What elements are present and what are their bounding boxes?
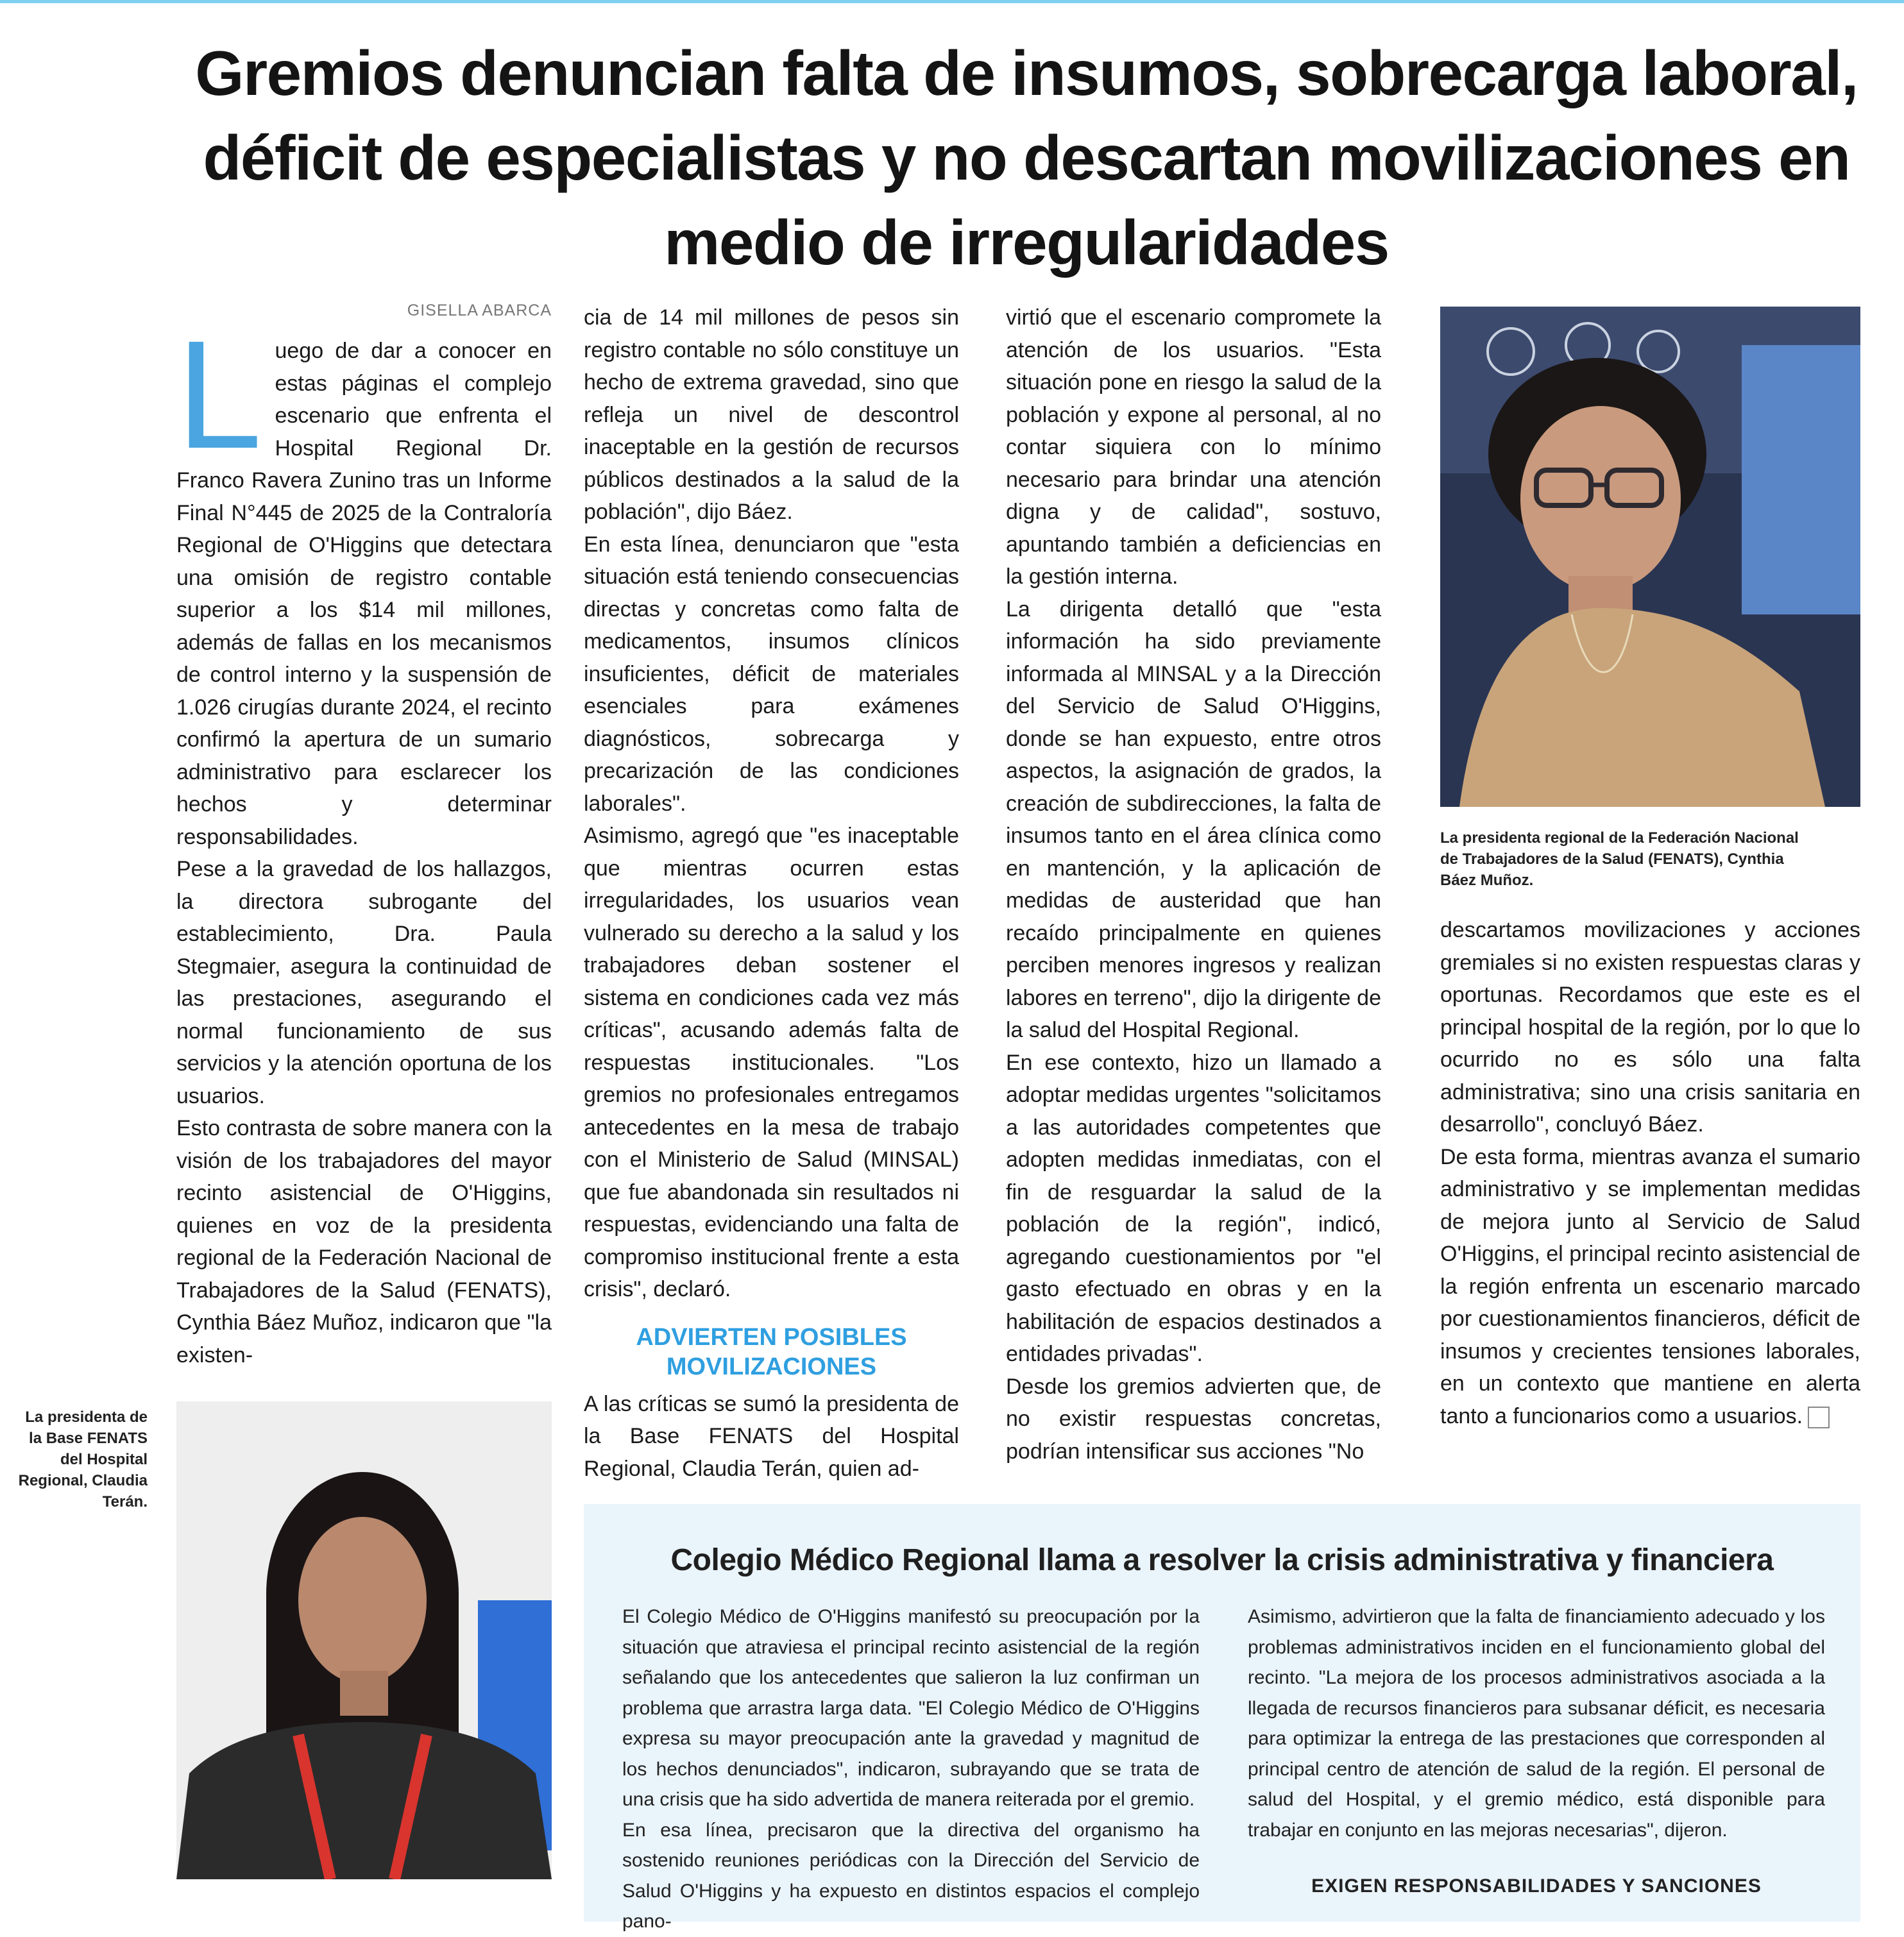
paragraph: descartamos movilizaciones y acciones gremiales si no existen respuestas claras y oportunas. Recordamos que este es el principal hospital de la región, por lo que lo ocurrido no es sólo una falta administrativa; sino una crisis sanitaria en desarrollo", concluyó Báez. (1440, 918, 1860, 1137)
paragraph: cia de 14 mil millones de pesos sin registro contable no sólo constituye un hecho de extrema gravedad, sino que refleja un nivel de descontrol inaceptable en la gestión de recursos públicos destinados a la salud de la población", dijo Báez. (584, 305, 959, 524)
sidebar-column-2 (1248, 1602, 1825, 1902)
paragraph: A las críticas se sumó la presidenta de la Base FENATS del Hospital Regional, Claudia Terán, quien ad- (584, 1391, 959, 1481)
drop-cap: L (176, 309, 262, 480)
paragraph: Desde los gremios advierten que, de no existir respuestas concretas, podrían intensificar sus acciones "No (1006, 1374, 1381, 1464)
article-column-4 (1440, 914, 1860, 1432)
paragraph: En ese contexto, hizo un llamado a adoptar medidas urgentes "solicitamos a las autoridades competentes que adopten medidas inmediatas, con el fin de resguardar la salud de la población de la región", indicó, agregando cuestionamientos por "el gasto efectuado en obras y en la habilitación de espacios destinados a entidades privadas". (1006, 1050, 1381, 1366)
paragraph: En esa línea, precisaron que la directiva del organismo ha sostenido reuniones periódicas con la Dirección del Servicio de Salud O'Higgins y ha expuesto en distintos espacios el complejo pano- (622, 1819, 1200, 1932)
top-rule (0, 0, 1904, 3)
photo-cynthia-baez (1440, 307, 1860, 807)
photo-claudia-teran (176, 1401, 552, 1879)
article-column-3 (1006, 301, 1381, 1468)
sidebar-box (584, 1504, 1860, 1932)
photo-caption: La presidenta de la Base FENATS del Hospital Regional, Claudia Terán. (18, 1408, 148, 1510)
paragraph: Pese a la gravedad de los hallazgos, la directora subrogante del establecimiento, Dra. Paula Stegmaier, asegura la continuidad de las prestaciones, asegurando el normal funcionamiento de sus servicios y la atención oportuna de los usuarios. (176, 857, 552, 1108)
sidebar-subhead: EXIGEN RESPONSABILIDADES Y SANCIONES (1311, 1875, 1762, 1897)
sidebar-column-1 (622, 1602, 1200, 1937)
paragraph: virtió que el escenario compromete la atención de los usuarios. "Esta situación pone en riesgo la salud de la población y expone al personal, al no contar siquiera con lo mínimo necesario para brindar una atención digna y de calidad", sostuvo, apuntando también a deficiencias en la gestión interna. (1006, 305, 1381, 589)
section-subhead: ADVIERTEN POSIBLES MOVILIZACIONES (636, 1323, 907, 1380)
paragraph: Asimismo, agregó que "es inaceptable que mientras ocurren estas irregularidades, los usuarios vean vulnerado su derecho a la salud y los trabajadores deban sostener el sistema en condiciones cada vez más críticas", acusando además falta de respuestas institucionales. "Los gremios no profesionales entregamos antecedentes en la mesa de trabajo con el Ministerio de Salud (MINSAL) que fue abandonada sin resultados ni respuestas, evidenciando una falta de compromiso institucional frente a esta crisis", declaró. (584, 824, 959, 1301)
photo-caption: La presidenta regional de la Federación Nacional de Trabajadores de la Salud (FENATS), Cynthia Báez Muñoz. (1440, 829, 1799, 889)
byline: GISELLA ABARCA (407, 301, 552, 319)
sidebar-title: Colegio Médico Regional llama a resolver la crisis administrativa y financiera (670, 1543, 1774, 1577)
paragraph (1440, 1141, 1860, 1433)
paragraph: En esta línea, denunciaron que "esta situación está teniendo consecuencias directas y concretas como falta de medicamentos, insumos clínicos insuficientes, déficit de materiales esenciales para exámenes diagnósticos, sobrecarga y precarización de las condiciones laborales". (584, 532, 959, 816)
portrait-illustration (1440, 307, 1860, 807)
paragraph-text: uego de dar a conocer en estas páginas el complejo escenario que enfrenta el Hospital Regional Dr. Franco Ravera Zunino tras un Informe Final N°445 de 2025 de la Contraloría Regional de O'Higgins que detectara una omisión de registro contable superior a los $14 mil millones, además de fallas en los mecanismos de control interno y la suspensión de 1.026 cirugías durante 2024, el recinto confirmó la apertura de un sumario administrativo para esclarecer los hechos y determinar responsabilidades. (176, 339, 552, 849)
paragraph: Asimismo, advirtieron que la falta de financiamiento adecuado y los problemas administrativos inciden en el funcionamiento global del recinto. "La mejora de los procesos administrativos asociada a la llegada de recursos financieros para subsanar déficit, es necesaria para optimizar la entrega de las prestaciones que corresponden al principal centro de atención de salud de la región. El personal de salud del Hospital, y el gremio médico, está disponible para trabajar en conjunto en las mejoras necesarias", dijeron. (1248, 1606, 1825, 1841)
paragraph-text: De esta forma, mientras avanza el sumario administrativo y se implementan medidas de mejora junto al Servicio de Salud O'Higgins, el principal recinto asistencial de la región enfrenta un escenario marcado por cuestionamientos financieros, déficit de insumos y crecientes tensiones laborales, en un contexto que mantiene en alerta tanto a funcionarios como a usuarios. (1440, 1144, 1860, 1428)
paragraph: El Colegio Médico de O'Higgins manifestó su preocupación por la situación que atraviesa el principal recinto asistencial de la región señalando que los antecedentes que salieron la luz confirman un problema que arrastra larga data. "El Colegio Médico de O'Higgins expresa su mayor preocupación ante la gravedad y magnitud de los hechos denunciados", indicaron, subrayando que se trata de una crisis que ha sido advertida de manera reiterada por el gremio. (622, 1606, 1200, 1810)
paragraph: La dirigenta detalló que "esta información ha sido previamente informada al MINSAL y a la Dirección del Servicio de Salud O'Higgins, donde se han expuesto, entre otros aspectos, la asignación de grados, la creación de subdirecciones, la falta de insumos tanto en el área clínica como en mantención, y la aplicación de medidas de austeridad que han recaído principalmente en quienes perciben menores ingresos y realizan labores en terreno", dijo la dirigente de la salud del Hospital Regional. (1006, 596, 1381, 1042)
paragraph: Esto contrasta de sobre manera con la visión de los trabajadores del mayor recinto asistencial de O'Higgins, quienes en voz de la presidenta regional de la Federación Nacional de Trabajadores de la Salud (FENATS), Cynthia Báez Muñoz, indicaron que "la existen- (176, 1116, 552, 1367)
article-headline: Gremios denuncian falta de insumos, sobrecarga laboral, déficit de especialistas y no descartan movilizaciones en medio de irregularidades (195, 38, 1858, 278)
article-column-2 (584, 301, 959, 1485)
end-of-article-icon (1808, 1407, 1830, 1428)
portrait-illustration (176, 1401, 552, 1879)
